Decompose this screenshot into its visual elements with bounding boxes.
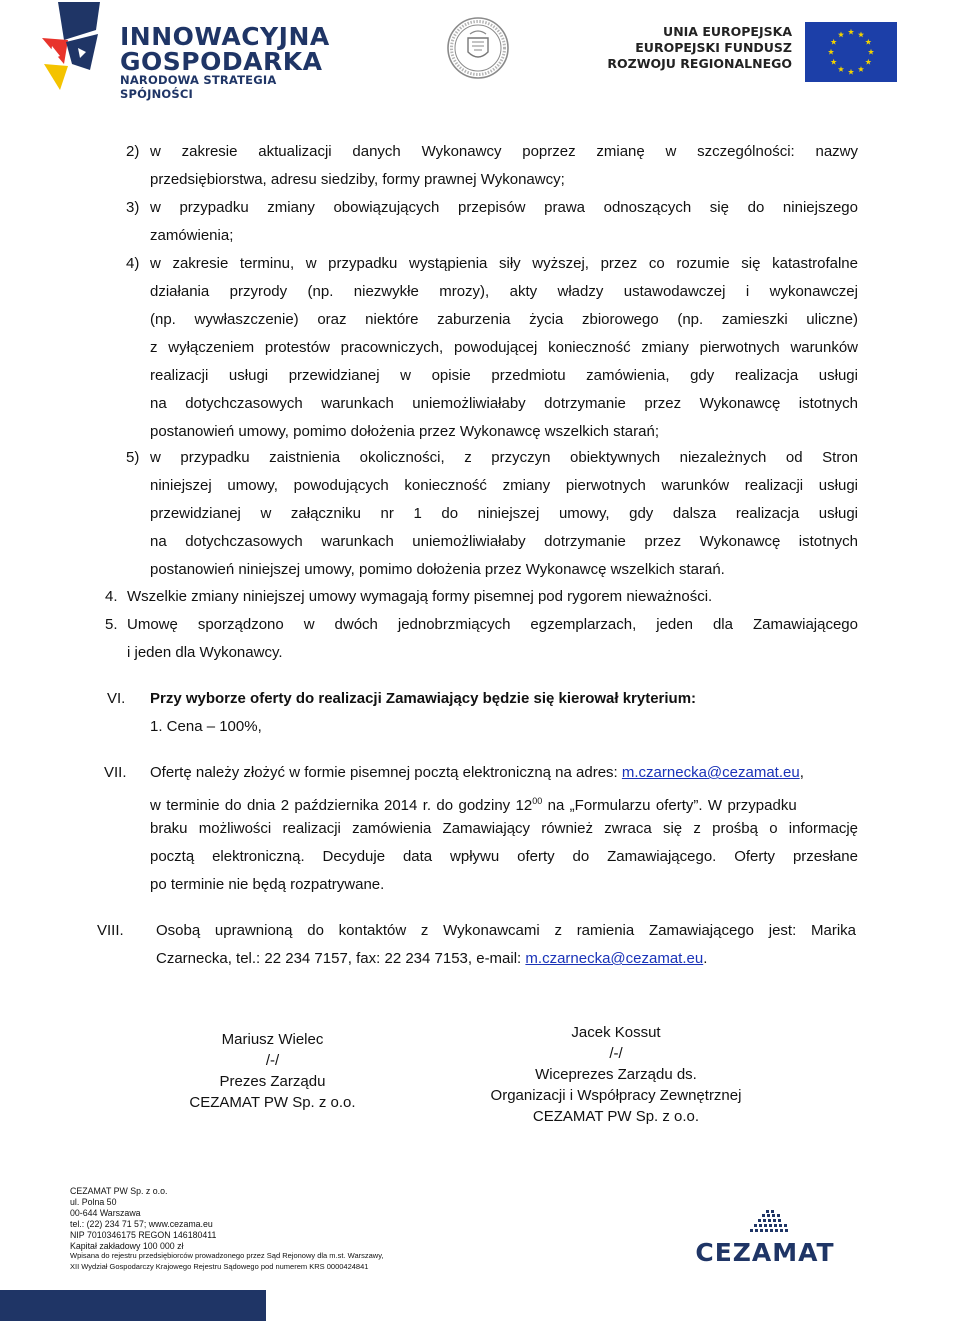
section-8-line-1: Osobą uprawnioną do kontaktów z Wykonawcami z ramienia Zamawiającego jest: Marika [156, 922, 856, 939]
section-7-line-1-end: , [799, 764, 804, 781]
section-8-line-2-text: Czarnecka, tel.: 22 234 7157, fax: 22 234 7153, e-mail: [156, 950, 526, 967]
point-5-line: Umowę sporządzono w dwóch jednobrzmiących egzemplarzach, jeden dla Zamawiającego [127, 616, 858, 633]
footer-line: 00-644 Warszawa [70, 1207, 141, 1218]
item-5-line: na dotychczasowych warunkach uniemożliwiałaby dotrzymanie przez Wykonawcę istotnych [150, 533, 858, 550]
signatory-company: CEZAMAT PW Sp. z o.o. [532, 1108, 700, 1125]
logo-line-innowacyjna: INNOWACYJNA [120, 22, 330, 51]
footer-line: Wpisana do rejestru przedsiębiorców prowadzonego przez Sąd Rejonowy dla m.st. Warszawy, [70, 1251, 384, 1261]
point-5-line: i jeden dla Wykonawcy. [127, 644, 283, 661]
email-link[interactable]: m.czarnecka@cezamat.eu [525, 950, 704, 967]
section-7-line: po terminie nie będą rozpatrywane. [150, 876, 385, 893]
footer-line: CEZAMAT PW Sp. z o.o. [70, 1186, 168, 1196]
signature-mark: /-/ [265, 1052, 280, 1069]
footer-bar [0, 1290, 266, 1321]
item-4-text [150, 250, 858, 446]
section-7-line-1 [150, 759, 858, 787]
logo-line-nss: NARODOWA STRATEGIA SPÓJNOŚCI [120, 73, 277, 101]
signature-left [170, 1029, 375, 1113]
innowacyjna-gospodarka-logo [38, 0, 343, 101]
section-8-line-2 [156, 945, 856, 973]
item-4-line: realizacji usługi przewidzianej w opisie przedmiotu zamówienia, gdy realizacja usługi [150, 367, 858, 384]
section-7 [150, 759, 858, 899]
cezamat-wordmark: CEZAMAT [695, 1238, 835, 1267]
section-6-criterion: 1. Cena – 100%, [150, 718, 262, 735]
section-6-number: VI. [107, 690, 126, 707]
signatory-role-2: Organizacji i Współpracy Zewnętrznej [490, 1087, 742, 1104]
item-4-number: 4) [126, 255, 140, 272]
logo-line-gospodarka: GOSPODARKA [120, 47, 323, 76]
section-8-line-2-end: . [703, 950, 708, 967]
item-5-line: niniejszej umowy, powodujących konieczność zmiany pierwotnych warunków realizacji usługi [150, 477, 858, 494]
section-8-number: VIII. [97, 922, 124, 939]
signatory-company: CEZAMAT PW Sp. z o.o. [189, 1094, 356, 1111]
signature-mark: /-/ [609, 1045, 623, 1062]
university-seal [446, 16, 510, 80]
section-6 [150, 685, 858, 741]
footer-company-info [70, 1186, 470, 1273]
item-5-line: w przypadku zaistnienia okoliczności, z przyczyn obiektywnych niezależnych od Stron [150, 449, 858, 466]
item-5-text [150, 444, 858, 584]
item-4-line: działania przyrody (np. niezwykłe mrozy), akty władzy ustawodawczej i wykonawczej [150, 283, 858, 300]
cezamat-logo [690, 1208, 840, 1274]
footer-line: ul. Polna 50 [70, 1196, 117, 1207]
item-3-text [150, 194, 858, 250]
item-4-line: na dotychczasowych warunkach uniemożliwiałaby dotrzymanie przez Wykonawcę istotnych [150, 395, 858, 412]
footer-line: Kapitał zakładowy 100 000 zł [70, 1240, 184, 1251]
item-3-line: zamówienia; [150, 227, 234, 244]
item-2-line: przedsiębiorstwa, adresu siedziby, formy prawnej Wykonawcy; [150, 171, 565, 188]
footer-line: tel.: (22) 234 71 57; www.cezama.eu [70, 1218, 213, 1229]
section-7-line-2-text: w terminie do dnia 2 października 2014 r. do godziny 12 [150, 797, 533, 814]
item-4-line: z wyłączeniem protestów pracowniczych, powodującej konieczność zmiany pierwotnych warunków [150, 339, 858, 356]
footer-line: NIP 7010346175 REGON 146180411 [70, 1229, 217, 1240]
item-3-line: w przypadku zmiany obowiązujących przepisów prawa odnoszących się do niniejszego [150, 199, 858, 216]
section-7-line-2 [150, 787, 858, 815]
signatory-name: Jacek Kossut [571, 1024, 661, 1041]
hour-superscript: 00 [532, 796, 543, 806]
eu-flag-icon [805, 22, 897, 82]
item-4-line: (np. wywłaszczenie) oraz niektóre zaburzenia życia zbiorowego (np. zamieszki uliczne) [150, 311, 858, 328]
point-4-line: Wszelkie zmiany niniejszej umowy wymagają formy pisemnej pod rygorem nieważności. [127, 588, 713, 605]
eu-line-2: EUROPEJSKI FUNDUSZ [635, 40, 792, 55]
section-6-heading: Przy wyborze oferty do realizacji Zamawiający będzie się kierował kryterium: [150, 690, 697, 707]
item-4-line: postanowień umowy, pomimo dołożenia przez Wykonawcę wszelkich starań; [150, 423, 659, 440]
signatory-role: Prezes Zarządu [219, 1073, 326, 1090]
point-5-number: 5. [105, 616, 118, 633]
item-4-line: w zakresie terminu, w przypadku wystąpienia siły wyższej, przez co rozumie się katastrofalne [150, 255, 858, 272]
signature-right [470, 1022, 762, 1127]
item-2-text [150, 138, 858, 194]
signatory-name: Mariusz Wielec [221, 1031, 324, 1048]
section-7-line: braku możliwości realizacji zamówienia Zamawiający również zwraca się z prośbą o informację [150, 820, 858, 837]
eu-line-3: ROZWOJU REGIONALNEGO [607, 56, 792, 71]
innowacyjna-gospodarka-emblem [38, 0, 118, 92]
item-2-number: 2) [126, 143, 140, 160]
point-4-text [127, 583, 858, 611]
section-7-line: pocztą elektroniczną. Decyduje data wpływu oferty do Zamawiającego. Oferty przesłane [150, 848, 858, 865]
section-7-line-2-end: na „Formularzu oferty”. W przypadku [542, 797, 797, 814]
eu-logo [560, 22, 900, 82]
item-5-line: postanowień niniejszej umowy, pomimo dołożenia przez Wykonawcę wszelkich starań. [150, 561, 725, 578]
signatory-role: Wiceprezes Zarządu ds. [535, 1066, 697, 1083]
point-5-text [127, 611, 858, 667]
point-4-number: 4. [105, 588, 118, 605]
item-2-line: w zakresie aktualizacji danych Wykonawcy poprzez zmianę w szczególności: nazwy [150, 143, 858, 160]
section-7-number: VII. [104, 764, 127, 781]
cezamat-emblem-icon [740, 1208, 800, 1240]
section-7-line-1-text: Ofertę należy złożyć w formie pisemnej pocztą elektroniczną na adres: [150, 764, 622, 781]
footer-line: XII Wydział Gospodarczy Krajowego Rejestru Sądowego pod numerem KRS 0000424841 [70, 1262, 369, 1272]
item-5-number: 5) [126, 449, 140, 466]
item-5-line: przewidzianej w załączniku nr 1 do niniejszej umowy, gdy dalsza realizacja usługi [150, 505, 858, 522]
section-8 [156, 917, 856, 973]
eu-line-1: UNIA EUROPEJSKA [663, 24, 792, 39]
email-link[interactable]: m.czarnecka@cezamat.eu [621, 764, 800, 781]
item-3-number: 3) [126, 199, 140, 216]
